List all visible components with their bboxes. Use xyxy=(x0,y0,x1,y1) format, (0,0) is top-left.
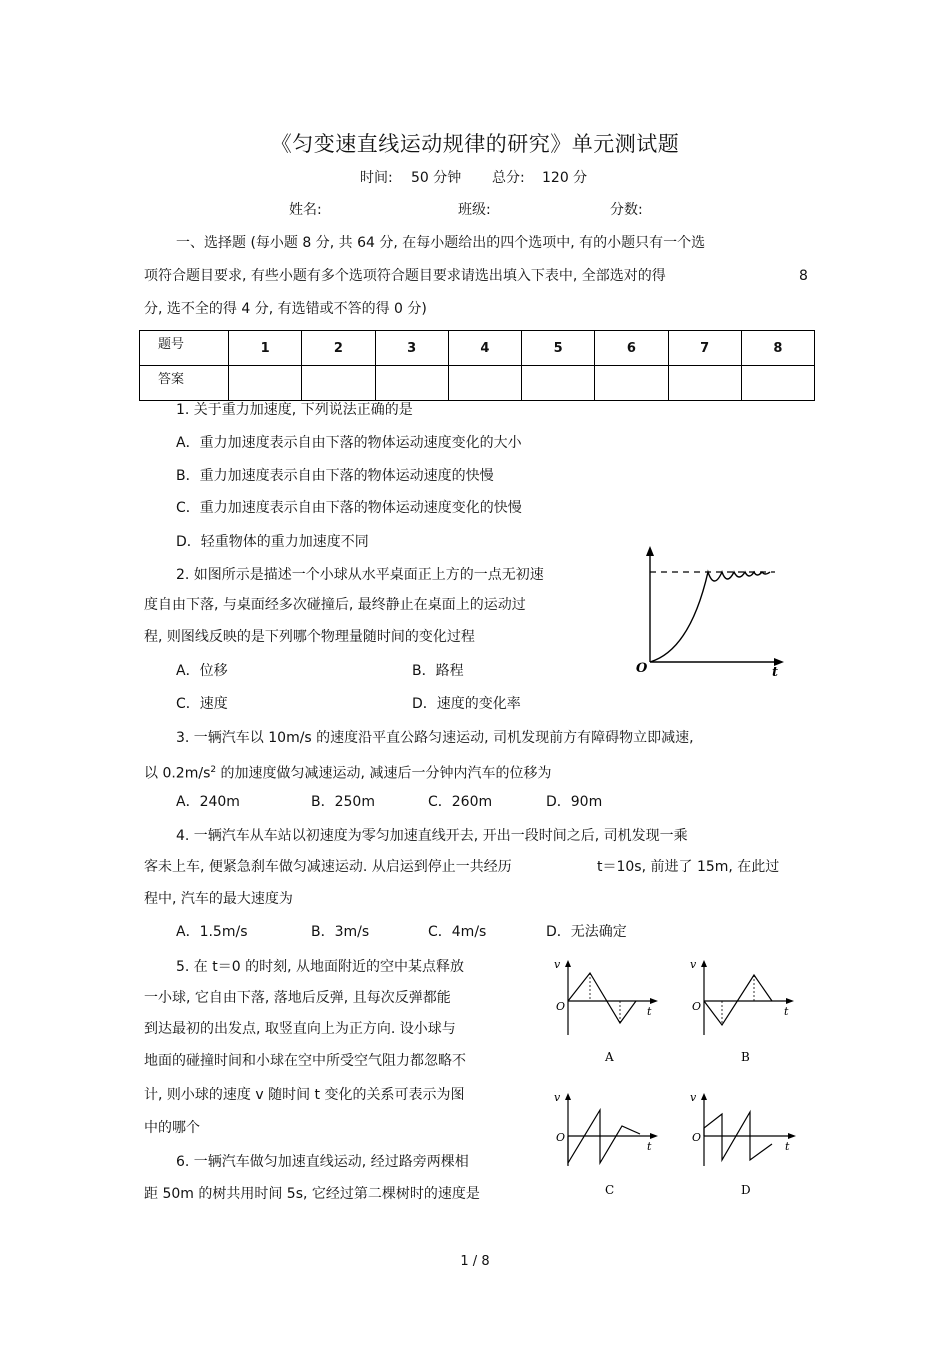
total-value: 120 分 xyxy=(542,170,588,186)
q3-option-c: C．260m xyxy=(428,794,493,810)
v-axis-label: v xyxy=(554,1091,561,1104)
answer-cell-1[interactable] xyxy=(229,366,302,401)
q2-line2: 度自由下落, 与桌面经多次碰撞后, 最终静止在桌面上的运动过 xyxy=(144,597,526,613)
q5-graph-b xyxy=(688,955,808,1070)
q1-option-c: C．重力加速度表示自由下落的物体运动速度变化的快慢 xyxy=(176,500,522,516)
q3-line2-post: 的加速度做匀减速运动, 减速后一分钟内汽车的位移为 xyxy=(216,765,552,782)
q4-line2-end: t＝10s, 前进了 15m, 在此过 xyxy=(597,859,780,875)
table-cell-number: 6 xyxy=(595,331,668,366)
table-cell-number: 1 xyxy=(229,331,302,366)
q6-line1: 6. 一辆汽车做匀加速直线运动, 经过路旁两棵相 xyxy=(176,1154,469,1170)
y-axis-arrow xyxy=(565,1093,571,1100)
section1-line2: 项符合题目要求, 有些小题有多个选项符合题目要求请选出填入下表中, 全部选对的得 xyxy=(144,268,666,284)
q3-line2-pre: 以 0.2m/s xyxy=(144,765,211,782)
q2-origin-label: O xyxy=(636,661,648,676)
t-axis-label: t xyxy=(784,1005,789,1018)
q4-line2: 客未上车, 便紧急刹车做匀减速运动. 从启运到停止一共经历 xyxy=(144,859,512,875)
q3-option-d: D．90m xyxy=(546,794,603,810)
origin-label: O xyxy=(556,1131,566,1144)
q5-graph-a xyxy=(550,955,670,1070)
section1-line1: 一、选择题 (每小题 8 分, 共 64 分, 在每小题给出的四个选项中, 有的小题只有一个选 xyxy=(176,235,706,251)
class-label: 班级: xyxy=(458,202,491,218)
table-row xyxy=(140,366,815,401)
table-header-answer: 答案 xyxy=(140,366,229,401)
q5-line2: 一小球, 它自由下落, 落地后反弹, 且每次反弹都能 xyxy=(144,990,451,1006)
table-cell-number: 4 xyxy=(448,331,521,366)
q4-option-c: C．4m/s xyxy=(428,924,487,940)
name-label: 姓名: xyxy=(289,202,322,218)
y-axis-arrow xyxy=(701,1093,707,1100)
q2-option-c: C．速度 xyxy=(176,696,228,712)
table-cell-number: 7 xyxy=(668,331,741,366)
q2-option-a: A．位移 xyxy=(176,663,228,679)
section1-line2-score: 8 xyxy=(799,268,808,284)
q2-line1: 2. 如图所示是描述一个小球从水平桌面正上方的一点无初速 xyxy=(176,567,544,583)
q1-option-d: D．轻重物体的重力加速度不同 xyxy=(176,534,369,550)
q2-t-label: t xyxy=(772,665,779,680)
q6-line2: 距 50m 的树共用时间 5s, 它经过第二棵树时的速度是 xyxy=(144,1186,480,1202)
v-t-line xyxy=(568,973,636,1023)
q2-option-b: B．路程 xyxy=(412,663,464,679)
page-title: 《匀变速直线运动规律的研究》单元测试题 xyxy=(270,132,680,156)
q2-option-d: D．速度的变化率 xyxy=(412,696,521,712)
answer-cell-2[interactable] xyxy=(302,366,375,401)
q5-line6: 中的哪个 xyxy=(144,1120,200,1136)
answer-cell-6[interactable] xyxy=(595,366,668,401)
q1-option-b: B．重力加速度表示自由下落的物体运动速度的快慢 xyxy=(176,468,494,484)
x-axis-arrow xyxy=(786,998,794,1004)
answer-cell-5[interactable] xyxy=(522,366,595,401)
q2-line3: 程, 则图线反映的是下列哪个物理量随时间的变化过程 xyxy=(144,629,475,645)
q2-curve xyxy=(650,572,770,662)
q4-option-d: D．无法确定 xyxy=(546,924,627,940)
q5-graph-c xyxy=(550,1088,670,1203)
graph-label-a: A xyxy=(605,1050,614,1064)
time-value: 50 分钟 xyxy=(411,170,462,186)
y-axis-arrow xyxy=(565,960,571,967)
q4-line3: 程中, 汽车的最大速度为 xyxy=(144,891,293,907)
graph-label-c: C xyxy=(605,1183,615,1197)
table-cell-number: 5 xyxy=(522,331,595,366)
q1-option-a: A．重力加速度表示自由下落的物体运动速度变化的大小 xyxy=(176,435,522,451)
q5-line4: 地面的碰撞时间和小球在空中所受空气阻力都忽略不 xyxy=(144,1053,466,1069)
x-axis-arrow xyxy=(650,998,658,1004)
table-row xyxy=(140,331,815,366)
origin-label: O xyxy=(692,1000,702,1013)
answer-cell-7[interactable] xyxy=(668,366,741,401)
total-label: 总分: xyxy=(492,170,525,186)
q1-stem: 1. 关于重力加速度, 下列说法正确的是 xyxy=(176,402,413,418)
graph-label-d: D xyxy=(741,1183,751,1197)
q2-graph xyxy=(630,540,790,680)
q5-line3: 到达最初的出发点, 取竖直向上为正方向. 设小球与 xyxy=(144,1021,456,1037)
table-header-question-no: 题号 xyxy=(140,331,229,366)
q4-option-a: A．1.5m/s xyxy=(176,924,248,940)
time-label: 时间: xyxy=(360,170,393,186)
page-number: 1 / 8 xyxy=(460,1254,490,1269)
q3-option-a: A．240m xyxy=(176,794,240,810)
t-axis-label: t xyxy=(647,1005,652,1018)
table-cell-number: 8 xyxy=(741,331,814,366)
answer-cell-3[interactable] xyxy=(375,366,448,401)
answer-table xyxy=(139,330,815,401)
answer-cell-4[interactable] xyxy=(448,366,521,401)
section1-line3: 分, 选不全的得 4 分, 有选错或不答的得 0 分) xyxy=(144,301,427,317)
score-label: 分数: xyxy=(610,202,643,218)
q3-option-b: B．250m xyxy=(311,794,375,810)
answer-cell-8[interactable] xyxy=(741,366,814,401)
q4-option-b: B．3m/s xyxy=(311,924,370,940)
y-axis-arrow xyxy=(701,960,707,967)
v-axis-label: v xyxy=(690,958,697,971)
q3-line1: 3. 一辆汽车以 10m/s 的速度沿平直公路匀速运动, 司机发现前方有障碍物立即减速, xyxy=(176,730,694,746)
q4-line1: 4. 一辆汽车从车站以初速度为零匀加速直线开去, 开出一段时间之后, 司机发现一乘 xyxy=(176,828,688,844)
origin-label: O xyxy=(692,1131,702,1144)
q5-line1: 5. 在 t＝0 的时刻, 从地面附近的空中某点释放 xyxy=(176,959,465,975)
table-cell-number: 3 xyxy=(375,331,448,366)
q5-graph-d xyxy=(688,1088,808,1203)
v-axis-label: v xyxy=(690,1091,697,1104)
table-cell-number: 2 xyxy=(302,331,375,366)
q3-line2 xyxy=(144,760,551,784)
x-axis-arrow xyxy=(788,1133,796,1139)
t-axis-label: t xyxy=(647,1140,652,1153)
x-axis-arrow xyxy=(650,1133,658,1139)
graph-label-b: B xyxy=(741,1050,750,1064)
v-axis-label: v xyxy=(554,958,561,971)
q5-line5: 计, 则小球的速度 v 随时间 t 变化的关系可表示为图 xyxy=(144,1087,465,1103)
y-axis-arrow xyxy=(646,546,654,556)
v-t-line xyxy=(704,975,772,1025)
t-axis-label: t xyxy=(785,1140,790,1153)
origin-label: O xyxy=(556,1000,566,1013)
q3-line2-sup: 2 xyxy=(210,765,217,775)
